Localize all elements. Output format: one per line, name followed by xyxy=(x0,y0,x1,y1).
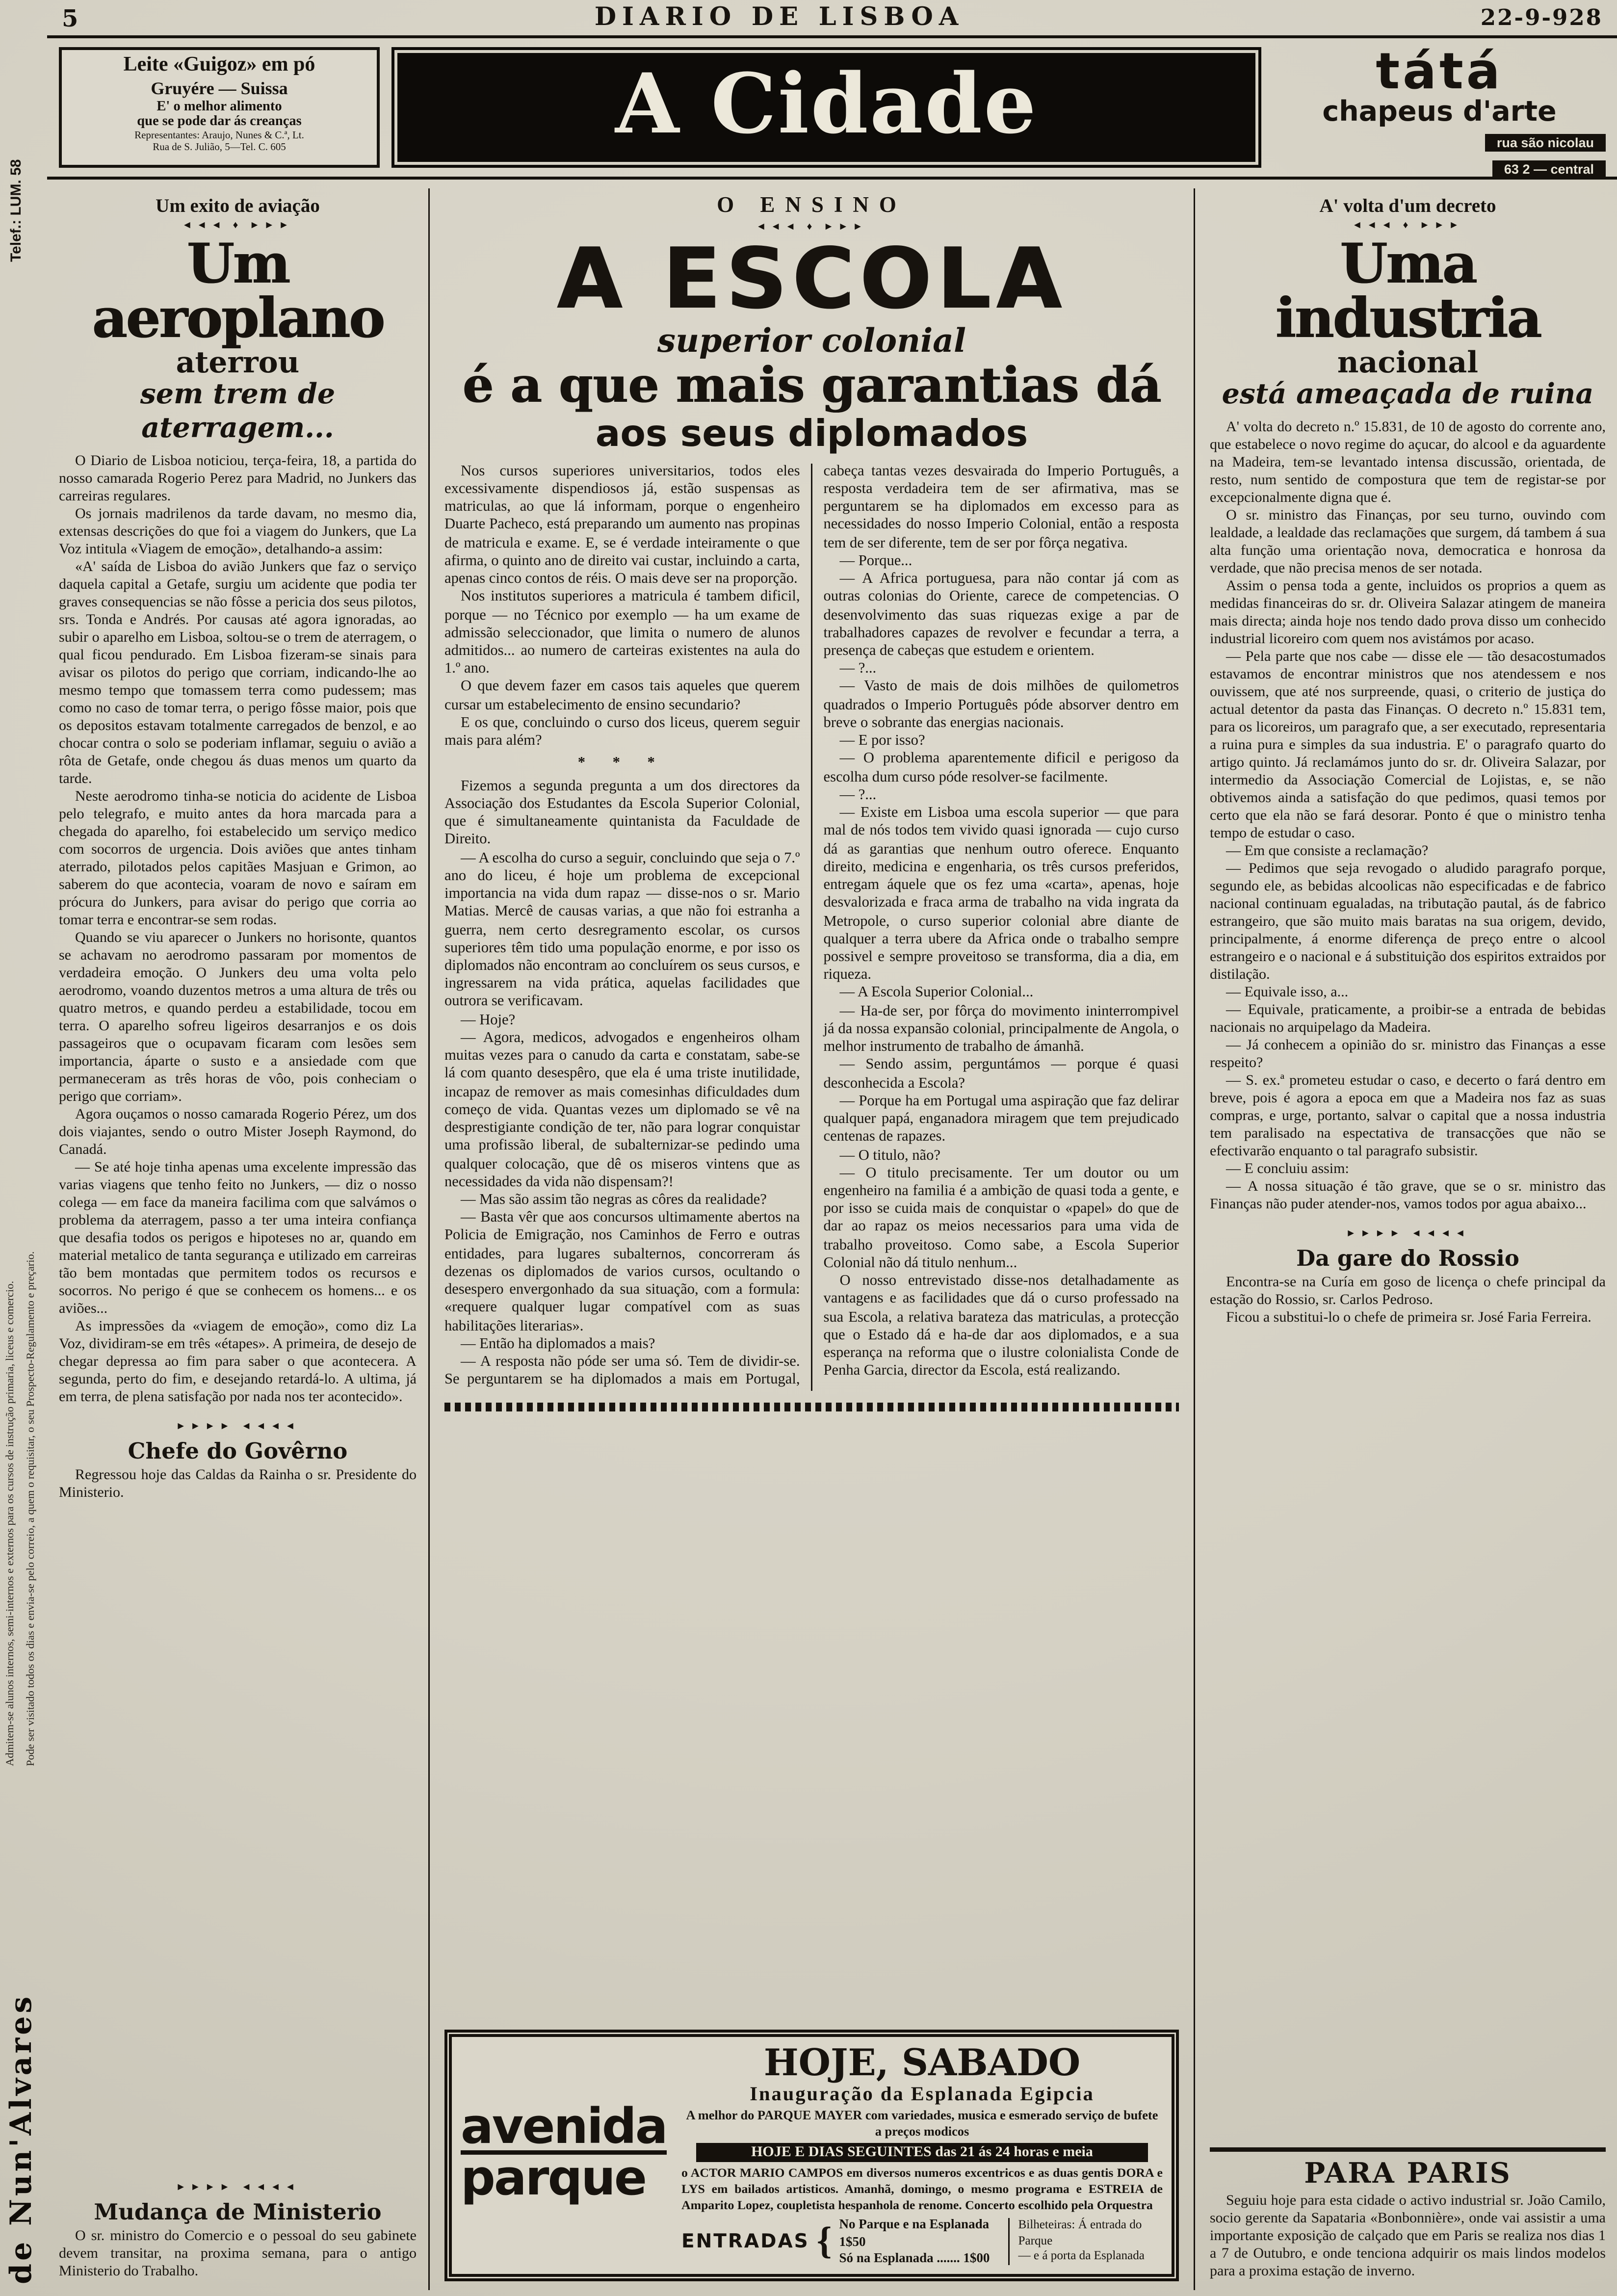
paragraph: Assim o pensa toda a gente, incluidos os proprios a quem as medidas financeiras do sr. dr. Oliveira Salazar atingem de maneira mais directa; ainda hoje nos tendo dado prova disso um conhecido industrial licoreiro com quem nos avistámos por acaso. xyxy=(1210,578,1606,648)
school-kicker: O ENSINO xyxy=(717,194,907,218)
paragraph: * * * xyxy=(577,756,667,772)
top-ads-row xyxy=(47,38,1617,180)
parque-ad-box-office-1: Bilheteiras: Á entrada do Parque xyxy=(1018,2218,1142,2247)
column-right xyxy=(1195,188,1606,2290)
issue-date: 22-9-928 xyxy=(1480,4,1603,31)
paragraph: — E concluiu assim: xyxy=(1226,1161,1349,1177)
guigoz-ad-title: Leite «Guigoz» em pó xyxy=(123,54,315,77)
paragraph: — Ha-de ser, por fôrça do movimento ininterrompivel já da nossa expansão colonial, principalmente de Angola, o melhor instrumento de trabalho de ámanhã. xyxy=(823,1003,1179,1056)
industry-subheadline: nacional xyxy=(1337,344,1479,380)
gov-section xyxy=(59,1418,417,1502)
edge-ad-text-2: Pode ser visitado todos os dias e envia-se pelo correio, a quem o requisitar, o seu Prospecto-Regulamento e preçario. xyxy=(24,1251,37,1766)
parque-ad-logo xyxy=(461,2044,670,2267)
paragraph: O sr. ministro do Comercio e o pessoal do seu gabinete devem transitar, na proxima semana, para o antigo Ministerio do Trabalho. xyxy=(59,2228,417,2280)
page-body xyxy=(47,0,1617,2290)
guigoz-ad xyxy=(59,47,380,168)
paragraph: — Equivale, praticamente, a proibir-se a entrada de bebidas nacionais no arquipelago da Madeira. xyxy=(1210,1002,1606,1036)
ministry-section-title: Mudança de Ministerio xyxy=(94,2199,382,2225)
paragraph: A' volta do decreto n.º 15.831, de 10 de agosto do corrente ano, que estabelece o novo regime do açucar, do alcool e da aguardente na Madeira, tem-se levantado intensa discussão, orientada, de resto, num sentido de compostura que tem de registar-se por excepcionalmente digna que é. xyxy=(1210,419,1606,506)
paragraph: — Basta vêr que aos concursos ultimamente abertos na Policia de Emigração, nos Caminhos de Ferro e outras entidades, para lugares subalternos, concorreram ás dezenas os diplomados de varios cursos, ocultando o desespero envergonhado da sua situação, com a formula: «requere qualquer lugar compatível com as suas habilitações literarias». xyxy=(444,1210,800,1334)
brace-icon: { xyxy=(816,2219,832,2262)
paragraph: — Hoje? xyxy=(461,1012,516,1029)
paragraph: Quando se viu aparecer o Junkers no horisonte, quantos se achavam no aerodromo passaram por momentos de verdadeira emoção. O Junkers deu uma volta pelo aerodromo, voando duzentos metros a uma altura de três ou quatro metros, e quando perdeu a estabilidade, tocou em terra. O aparelho sofreu ligeiros desarranjos e os dois passageiros que o ocupavam ficaram com lesões sem importancia, áparte o susto e a ansiedade com que permaneceram as três horas de vôo, pois conheciam o perigo que corriam». xyxy=(59,929,417,1105)
rossio-section-body xyxy=(1210,1274,1606,1327)
parque-ad-headline: HOJE, SABADO xyxy=(763,2041,1081,2084)
column-center xyxy=(430,188,1195,2290)
paragraph: — S. ex.ª prometeu estudar o caso, e decerto o fará dentro em breve, pois é agora a epoca em que a Madeira nos faz as suas compras, e urge, portanto, salvar o capital que a nossa industria tem paralisado na espectativa de transacções que não se efectivarão enquanto o tal paragrafo subsistir. xyxy=(1210,1072,1606,1160)
parque-logo-line2: parque xyxy=(461,2148,646,2206)
gov-section-title: Chefe do Govêrno xyxy=(128,1437,348,1464)
parque-ad-price-2: Só na Esplanada ....... 1$00 xyxy=(839,2250,990,2265)
school-headline: A ESCOLA xyxy=(556,231,1067,328)
columns-area xyxy=(47,180,1617,2290)
parque-ad-price-1: No Parque e na Esplanada 1$50 xyxy=(839,2217,990,2248)
parque-ad-content xyxy=(681,2041,1163,2267)
industry-article-body xyxy=(1210,419,1606,1214)
paragraph: — A Africa portuguesa, para não contar já com as outras colonias do Oriente, carece de competencias. O desenvolvimento das suas riquezas exige a par de trabalhadores capazes de revolver e fecundar a terra, a presença de cabeças que estudem e orientem. xyxy=(823,571,1179,659)
parque-ad-entradas-label: ENTRADAS xyxy=(681,2230,809,2253)
aviation-headline: Um aeroplano xyxy=(92,231,384,350)
ornament-arrows: ►►►► ◄◄◄◄ xyxy=(176,1419,300,1432)
parque-logo-line1: avenida xyxy=(461,2097,667,2155)
ministry-section xyxy=(59,2180,417,2281)
paragraph: — Pedimos que seja revogado o aludido paragrafo porque, segundo ele, as bebidas alcoolicas não especificadas e de fabrico nacional continuam egualadas, na tributação pautal, ás de fabrico estrangeiro, que são muito mais baratas na sua origem, devido, principalmente, á enorme diferença de preço entre o alcool estrangeiro e o nacional e á substituição dos espiritos extraidos por distilação. xyxy=(1210,861,1606,983)
guigoz-ad-line3: E' o melhor alimento xyxy=(156,100,282,115)
parque-ad-prices-row xyxy=(681,2217,1163,2267)
paragraph: — A escolha do curso a seguir, concluindo que seja o 7.º ano do liceu, é hoje um problema de excepcional importancia na vida dum rapaz — disse-nos o sr. Mario Matias. Mercê de causas varias, a que não foi estranha a guerra, nem certo desregramento escolar, os cursos superiores têm tido uma população enorme, e por isso os diplomados não encontram ao concluírem os seus cursos, e ingressarem na vida prática, aquelas facilidades que outrora se verificavam. xyxy=(444,850,800,1011)
section-masthead xyxy=(391,47,1261,168)
paragraph: — Sendo assim, perguntámos — porque é quasi desconhecida a Escola? xyxy=(823,1057,1179,1092)
paragraph: Ficou a substitui-lo o chefe de primeira sr. José Faria Ferreira. xyxy=(1226,1309,1591,1326)
tata-ad-street: rua são nicolau xyxy=(1485,133,1606,151)
edge-phone-number: Telef.: LUM. 58 xyxy=(9,159,25,262)
guigoz-ad-address: Rua de S. Julião, 5—Tel. C. 605 xyxy=(153,142,286,154)
paragraph: — E por isso? xyxy=(839,733,925,750)
paragraph: Fizemos a segunda pregunta a um dos directores da Associação dos Estudantes da Escola Superior Colonial, que é simultaneamente quintanista da Faculdade de Direito. xyxy=(444,778,800,848)
paragraph: Nos institutos superiores a matricula é tambem dificil, porque — no Técnico por exemplo — ha um exame de admissão seleccionador, que limita o numero de alunos admitidos... ao numero de carteiras existentes na aula do 1.º ano. xyxy=(444,589,800,678)
paragraph: O Diario de Lisboa noticiou, terça-feira, 18, a partida do nosso camarada Rogerio Perez para Madrid, no Junkers das carreiras regulares. xyxy=(59,452,417,504)
ornament-arrows: ►►►► ◄◄◄◄ xyxy=(1346,1227,1470,1239)
guigoz-ad-line2: Gruyére — Suissa xyxy=(151,78,288,99)
paragraph: — A resposta não póde ser uma só. Tem de dividir-se. Se perguntarem se ha diplomados a mais em Portugal, cabeça tantas vezes desvairada do Imperio Português, a resposta verdadeira tem de ser afirmativa, mas se perguntarem se ha diplomados em excesso para as necessidades do nosso Imperio Colonial, então a resposta tem de ser diferente, tem de ser por fôrça negativa. xyxy=(444,463,1179,1389)
paragraph: Regressou hoje das Caldas da Rainha o sr. Presidente do Ministerio. xyxy=(59,1466,417,1501)
paragraph: Encontra-se na Curía em goso de licença o chefe principal da estação do Rossio, sr. Carlos Pedroso. xyxy=(1210,1274,1606,1308)
paragraph: — Mas são assim tão negras as côres da realidade? xyxy=(461,1192,767,1209)
paragraph: — A nossa situação é tão grave, que se o sr. ministro das Finanças não puder atender-nos, vamos todos por agua abaixo... xyxy=(1210,1178,1606,1213)
paragraph: — Existe em Lisboa uma escola superior — que para mal de nós todos tem vivido quasi ignorada — cujo curso dá as garantias que nenhum outro oferece. Enquanto direito, medicina e engenharia, os três cursos preferidos, entregam áquele que os fez uma «carta», apenas, hoje desvalorizada e fraca arma de trabalho na vida ingrata da Metropole, o curso superior colonial abre diante de qualquer a terra ubere da Africa onde o trabalho sempre possivel e sempre proveitoso se transforma, dia a dia, em riqueza. xyxy=(823,805,1179,984)
ornament-arrows: ◄◄◄ ♦ ►►► xyxy=(756,221,867,233)
paragraph: O que devem fazer em casos tais aqueles que querem cursar um estabelecimento de ensino secundario? xyxy=(444,679,800,714)
paragraph: — Equivale isso, a... xyxy=(1226,984,1349,1001)
rossio-section-title: Da gare do Rossio xyxy=(1296,1245,1519,1272)
ornament-arrows: ◄◄◄ ♦ ►►► xyxy=(182,219,293,231)
paragraph: — Se até hoje tinha apenas uma excelente impressão das varias viagens que tenho feito no Junkers, — diz o nosso colega — em face da maneira facilima com que salvámos o problema da aterragem, passo a ter uma inteira confiança que desafia todos os perigos e hipoteses no ar, quando em material metalico de tanta segurança e utilizado em carreiras tão bem montadas que permitem todos os recursos e socorros. No perigo é que se conhecem os homens... e os aviões... xyxy=(59,1159,417,1317)
aviation-subheadline-2: sem trem de aterragem... xyxy=(140,378,336,444)
aviation-kicker: Um exito de aviação xyxy=(156,194,320,216)
paragraph: — Agora, medicos, advogados e engenheiros olham muitas vezes para o canudo da carta e constatam, sabe-se lá com quanto desespêro, que ela é uma triste inutilidade, incapaz de remover as mais comesinhas dificuldades dum começo de vida. Quantas vezes um diplomado se vê na desprestigiante condição de ter, não para lograr conquistar uma profissão liberal, de subalternizar-se pedindo uma qualquer colocação, que dê os miseros vintens que as necessidades da vida não dispensam?! xyxy=(444,1030,800,1191)
industry-deck: está ameaçada de ruina xyxy=(1222,378,1594,411)
parque-ad-box-office xyxy=(1008,2218,1163,2265)
paragraph: O sr. ministro das Finanças, por seu turno, ouvindo com lealdade, a lealdade das reclamações que surgem, dá tambem á sua alta função uma orientação nova, democratica e honrosa da verdade, que não precisa menos de ser notada. xyxy=(1210,507,1606,577)
paragraph: — ?... xyxy=(839,661,877,678)
paragraph: «A' saída de Lisboa do avião Junkers que faz o serviço daquela capital a Getafe, surgiu um acidente que podia ter graves consequencias se não fôsse a pericia dos seus pilotos, srs. Tonda e Andrés. Por causas até agora ignoradas, ao subir o aparelho em Lisboa, soltou-se o trem de aterragem, o qual ficou pendurado. Em Lisboa fizeram-se sinais para avisar os pilotos do perigo que corriam, indicando-lhe ao mesmo tempo que tomassem terra como pudessem; mas como no caso de tomar terra, o perigo fôsse maior, pois que os depositos estavam totalmente carregados de benzol, e ao chocar contra o solo se poderiam inflamar, seguiu o avião a rôta de Getafe, onde chegou ás duas menos um quarto da tarde. xyxy=(59,558,417,787)
rossio-section xyxy=(1210,1226,1606,1327)
left-edge-strip xyxy=(0,0,47,2296)
industry-headline: Uma industria xyxy=(1275,231,1540,350)
paragraph: O nosso entrevistado disse-nos detalhadamente as vantagens e as facilidades que dá o curso professado na sua Escola, a relativa barateza das matriculas, a protecção que o Estado dá e ha-de dar aos diplomados, e a sua esperança na reforma que o ilustre colonialista Conde de Penha Garcia, director da Escola, está realizando. xyxy=(823,1273,1179,1380)
parque-mayer-ad xyxy=(444,2030,1179,2281)
parque-ad-line1: A melhor do PARQUE MAYER com variedades, musica e esmerado serviço de bufete a preços modicos xyxy=(686,2107,1158,2138)
paragraph: — Porque ha em Portugal uma aspiração que faz delirar qualquer papá, enganadora miragem que tem prejudicado centenas de rapazes. xyxy=(823,1093,1179,1146)
tata-ad-phone: 63 2 — central xyxy=(1492,160,1606,178)
edge-ad-text-1: Admitem-se alunos internos, semi-internos e externos para os cursos de instrução primaria, liceus e comercio. xyxy=(3,1280,16,1766)
ministry-section-body xyxy=(59,2228,417,2281)
parque-ad-body: o ACTOR MARIO CAMPOS em diversos numeros excentricos e as duas gentis DORA e LYS em bailados artisticos. Amanhã, domingo, o mesmo programa e ESTREIA de Amparito Lopez, coupletista hespanhola de renome. Concerto escolhido pela Orquestra xyxy=(681,2165,1163,2212)
column-left xyxy=(59,188,430,2290)
paragraph: Agora ouçamos o nosso camarada Rogerio Pérez, um dos dois viajantes, sendo o outro Mister Joseph Raymond, do Canadá. xyxy=(59,1106,417,1158)
paragraph: — A Escola Superior Colonial... xyxy=(839,985,1034,1002)
paragraph: As impressões da «viagem de emoção», como diz La Voz, dividiram-se em três «étapes». A primeira, de desejo de chegar depressa ao fim para saber o que acontecera. A segunda, perto do fim, e desejando retardá-lo. A ultima, já em terra, de plena satisfação por nada nos ter acontecido». xyxy=(59,1318,417,1405)
ornament-arrows: ◄◄◄ ♦ ►►► xyxy=(1352,219,1463,231)
school-deck: é a que mais garantias dá xyxy=(462,356,1161,414)
section-masthead-title: A Cidade xyxy=(615,56,1038,153)
parque-ad-subheadline: Inauguração da Esplanada Egipcia xyxy=(750,2082,1095,2105)
guigoz-ad-line4: que se pode dar ás creanças xyxy=(137,115,302,130)
paragraph: — O problema aparentemente dificil e perigoso da escolha dum curso póde resolver-se facilmente. xyxy=(823,751,1179,785)
paragraph: Seguiu hoje para esta cidade o activo industrial sr. João Camilo, socio gerente da Sapataria «Bonbonnière», onde vai assistir a uma importante exposição de calçado que em Paris se realiza nos dias 1 a 7 de Outubro, e onde tenciona adquirir os mais lindos modelos para a proxima estação de inverno. xyxy=(1210,2193,1606,2280)
paragraph: — Vasto de mais de dois milhões de quilometros quadrados o Imperio Português póde absorver dentro em breve o sobrante das energias nacionais. xyxy=(823,679,1179,731)
hatched-divider xyxy=(444,1402,1179,1411)
paragraph: — Porque... xyxy=(839,553,913,570)
parque-ad-prices xyxy=(839,2217,1001,2267)
paragraph: — ?... xyxy=(839,787,877,804)
paragraph: — Pela parte que nos cabe — disse ele — tão desacostumados estavamos de encontrar ministros que nos atendessem e nos ouvissem, que até nos surpreende, quasi, o criterio de justiça do actual detentor da pasta das Finanças. O decreto n.º 15.831 tem, para os licoreiros, um paragrafo que, a ser executado, representaria a ruina pura e simples da sua industria. E' o paragrafo quarto do artigo quinto. Já reclamámos junto do sr. dr. Oliveira Salazar, por intermedio da Associação Comercial de Lojistas, e, se não obtivemos ainda a satisfação do que pedimos, quasi temos por certo que ela não se fará desorar. Ponto é que o ministro tenha tempo de estudar o caso. xyxy=(1210,649,1606,842)
aviation-article-body xyxy=(59,453,417,1407)
school-subheadline: superior colonial xyxy=(657,322,966,361)
paragraph: — Em que consiste a reclamação? xyxy=(1226,843,1429,860)
paragraph: E os que, concluindo o curso dos liceus, querem seguir mais para além? xyxy=(444,715,800,750)
school-deck-2: aos seus diplomados xyxy=(595,411,1028,454)
tata-ad xyxy=(1273,43,1606,176)
parque-ad-banner: HOJE E DIAS SEGUINTES das 21 ás 24 horas e meia xyxy=(696,2143,1148,2162)
paris-section-body xyxy=(1210,2193,1606,2281)
parque-ad-box-office-2: — e á porta da Esplanada xyxy=(1018,2249,1145,2263)
paris-section-title: PARA PARIS xyxy=(1210,2147,1606,2190)
ornament-arrows: ►►►► ◄◄◄◄ xyxy=(176,2181,300,2193)
paragraph: — Já conhecem a opinião do sr. ministro das Finanças a esse respeito? xyxy=(1210,1037,1606,1071)
page-header xyxy=(47,0,1617,38)
tata-ad-brand: tátá xyxy=(1376,43,1503,102)
edge-school-name: de Nun'Alvares xyxy=(3,1993,38,2284)
school-article-body xyxy=(444,463,1179,1390)
paragraph: Neste aerodromo tinha-se noticia do acidente de Lisboa pelo telegrafo, e muito antes da hora marcada para a chegada do aparelho, foi estabelecido um serviço medico com socorros de urgencia. Dois aviões que antes tinham aterrado, pilotados pelos capitães Masjuan e Grimon, ao saberem do que acontecia, voaram de novo e saíram em prócura do Junkers, para avisar do perigo que corria ao tomar terra e encontrar-se sem rodas. xyxy=(59,788,417,928)
aviation-subheadline: aterrou xyxy=(176,344,300,380)
paragraph: Os jornais madrilenos da tarde davam, no mesmo dia, extensas descrições do que foi a viagem do Junkers, que La Voz intitula «Viagem de emoção», detalhando-a assim: xyxy=(59,505,417,557)
newspaper-title: DIARIO DE LISBOA xyxy=(594,3,965,32)
paragraph: — Então ha diplomados a mais? xyxy=(461,1336,655,1353)
guigoz-ad-reps: Representantes: Araujo, Nunes & C.ª, Lt. xyxy=(134,130,304,141)
industry-kicker: A' volta d'um decreto xyxy=(1319,194,1496,216)
paragraph: — O titulo, não? xyxy=(839,1147,940,1164)
paragraph: Nos cursos superiores universitarios, todos eles excessivamente dispendiosos já, estão suspensas as matriculas, ao que lá informam, porque o engenheiro Duarte Pacheco, está preparando um aumento nas propinas de matricula e exame. E, se é verdade inteiramente o que afirma, o quinto ano de direito vai custar, incluindo a carta, apenas cinco contos de réis. O mais deve ser na proporção. xyxy=(444,463,800,588)
paragraph: — O titulo precisamente. Ter um doutor ou um engenheiro na familia é a ambição de quasi toda a gente, e por isso se cuida mais de conquistar o «papel» do que de dar ao rapaz os meios necessarios para uma vida de trabalho proveitoso. Como sabe, a Escola Superior Colonial não dá titulo nenhum... xyxy=(823,1165,1179,1272)
gov-section-body xyxy=(59,1467,417,1502)
tata-ad-line2: chapeus d'arte xyxy=(1322,95,1557,128)
page-number: 5 xyxy=(62,3,78,32)
paris-section xyxy=(1210,2147,1606,2281)
